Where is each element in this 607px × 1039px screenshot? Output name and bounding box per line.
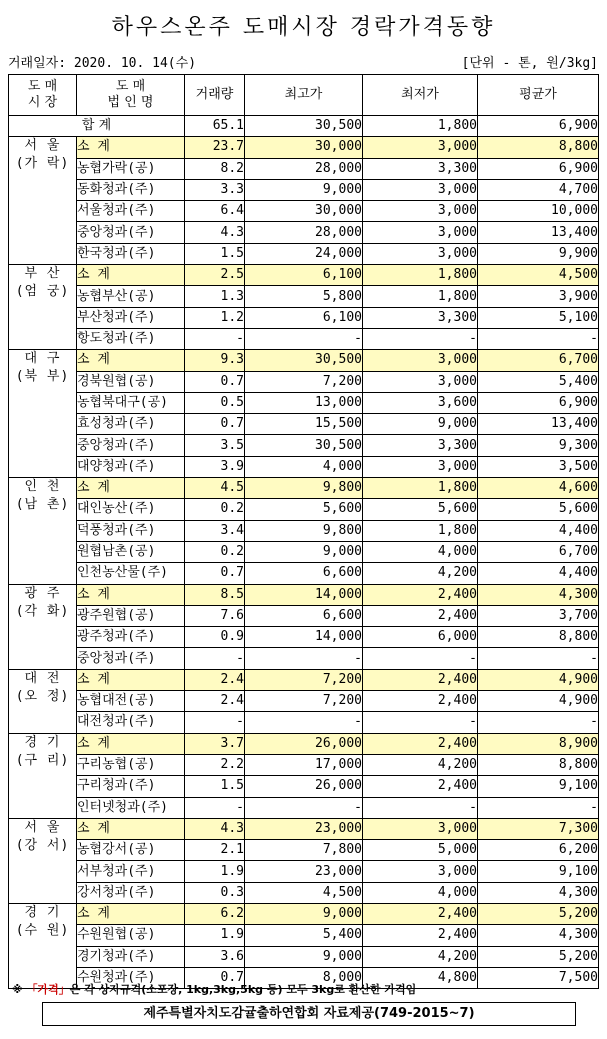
avg-price-cell: 7,500 — [478, 967, 599, 988]
corp-name-cell: 광주원협(공) — [77, 605, 185, 626]
avg-price-cell: 4,900 — [478, 669, 599, 690]
trade-date: 거래일자: 2020. 10. 14(수) — [8, 56, 197, 71]
min-price-cell: 2,400 — [363, 903, 478, 924]
avg-price-cell: 4,500 — [478, 265, 599, 286]
avg-price-cell: 3,700 — [478, 605, 599, 626]
max-price-cell: 4,000 — [245, 456, 363, 477]
min-price-cell: 3,300 — [363, 435, 478, 456]
corp-name-cell: 소 계 — [77, 818, 185, 839]
corp-name-cell: 소 계 — [77, 137, 185, 158]
corp-name-cell: 효성청과(주) — [77, 414, 185, 435]
max-price-cell: 8,000 — [245, 967, 363, 988]
volume-cell: 0.9 — [185, 627, 245, 648]
volume-cell: - — [185, 797, 245, 818]
table-row — [9, 414, 599, 435]
table-row — [9, 861, 599, 882]
max-price-cell: - — [245, 328, 363, 349]
subtotal-row — [9, 818, 599, 839]
table-row — [9, 201, 599, 222]
table-row — [9, 222, 599, 243]
min-price-cell: - — [363, 328, 478, 349]
avg-price-cell: 5,100 — [478, 307, 599, 328]
table-row — [9, 179, 599, 200]
volume-cell: - — [185, 328, 245, 349]
avg-price-cell: 7,300 — [478, 818, 599, 839]
page-title: 하우스온주 도매시장 경락가격동향 — [111, 15, 496, 40]
min-price-cell: 1,800 — [363, 265, 478, 286]
avg-price-cell: 5,600 — [478, 499, 599, 520]
table-row — [9, 499, 599, 520]
subtotal-row — [9, 265, 599, 286]
corp-name-cell: 중앙청과(주) — [77, 648, 185, 669]
min-price-cell: 5,600 — [363, 499, 478, 520]
volume-cell: 1.9 — [185, 925, 245, 946]
header-corp: 도 매 법 인 명 — [77, 75, 185, 116]
avg-price-cell: 5,200 — [478, 903, 599, 924]
min-price-cell: 3,000 — [363, 243, 478, 264]
table-row — [9, 328, 599, 349]
volume-cell: 0.2 — [185, 541, 245, 562]
min-price-cell: 1,800 — [363, 520, 478, 541]
table-row — [9, 243, 599, 264]
max-price-cell: 30,500 — [245, 350, 363, 371]
market-cell: 경 기 (구 리) — [9, 733, 77, 818]
avg-price-cell: 5,200 — [478, 946, 599, 967]
avg-price-cell: - — [478, 648, 599, 669]
min-price-cell: 3,000 — [363, 201, 478, 222]
max-price-cell: 5,600 — [245, 499, 363, 520]
min-price-cell: 4,800 — [363, 967, 478, 988]
total-volume: 65.1 — [185, 116, 245, 137]
max-price-cell: 4,500 — [245, 882, 363, 903]
corp-name-cell: 농협부산(공) — [77, 286, 185, 307]
min-price-cell: 1,800 — [363, 286, 478, 307]
max-price-cell: - — [245, 648, 363, 669]
table-row — [9, 158, 599, 179]
volume-cell: 8.5 — [185, 584, 245, 605]
avg-price-cell: 6,700 — [478, 350, 599, 371]
max-price-cell: 14,000 — [245, 627, 363, 648]
corp-name-cell: 원협남촌(공) — [77, 541, 185, 562]
avg-price-cell: 13,400 — [478, 222, 599, 243]
corp-name-cell: 소 계 — [77, 903, 185, 924]
corp-name-cell: 소 계 — [77, 478, 185, 499]
note-text: 은 각 상자규격(소포장, 1kg,3kg,5kg 등) 모두 3kg로 환산한 가격임 — [69, 983, 417, 996]
avg-price-cell: 4,600 — [478, 478, 599, 499]
max-price-cell: 7,200 — [245, 371, 363, 392]
max-price-cell: 9,000 — [245, 946, 363, 967]
table-row — [9, 925, 599, 946]
max-price-cell: 6,600 — [245, 563, 363, 584]
max-price-cell: 30,500 — [245, 435, 363, 456]
avg-price-cell: 4,700 — [478, 179, 599, 200]
market-cell: 대 구 (북 부) — [9, 350, 77, 478]
table-row — [9, 520, 599, 541]
note-quoted: 「가격」 — [26, 983, 70, 996]
corp-name-cell: 항도청과(주) — [77, 328, 185, 349]
table-row — [9, 648, 599, 669]
table-row — [9, 946, 599, 967]
corp-name-cell: 부산청과(주) — [77, 307, 185, 328]
corp-name-cell: 덕풍청과(주) — [77, 520, 185, 541]
volume-cell: 2.4 — [185, 691, 245, 712]
corp-name-cell: 서부청과(주) — [77, 861, 185, 882]
volume-cell: 0.2 — [185, 499, 245, 520]
avg-price-cell: 8,800 — [478, 627, 599, 648]
total-row — [9, 116, 599, 137]
volume-cell: 3.9 — [185, 456, 245, 477]
corp-name-cell: 한국청과(주) — [77, 243, 185, 264]
subtotal-row — [9, 137, 599, 158]
table-row — [9, 563, 599, 584]
corp-name-cell: 구리농협(공) — [77, 754, 185, 775]
table-row — [9, 456, 599, 477]
min-price-cell: 2,400 — [363, 605, 478, 626]
avg-price-cell: 3,500 — [478, 456, 599, 477]
volume-cell: 1.5 — [185, 776, 245, 797]
max-price-cell: 24,000 — [245, 243, 363, 264]
max-price-cell: 9,000 — [245, 903, 363, 924]
min-price-cell: 2,400 — [363, 925, 478, 946]
max-price-cell: 7,800 — [245, 840, 363, 861]
avg-price-cell: 10,000 — [478, 201, 599, 222]
table-row — [9, 435, 599, 456]
min-price-cell: 4,000 — [363, 882, 478, 903]
table-row — [9, 286, 599, 307]
avg-price-cell: 4,900 — [478, 691, 599, 712]
max-price-cell: 7,200 — [245, 669, 363, 690]
min-price-cell: 4,200 — [363, 754, 478, 775]
max-price-cell: 6,100 — [245, 307, 363, 328]
avg-price-cell: 4,400 — [478, 520, 599, 541]
header-min: 최저가 — [363, 75, 478, 116]
avg-price-cell: - — [478, 712, 599, 733]
volume-cell: 4.3 — [185, 222, 245, 243]
corp-name-cell: 대전청과(주) — [77, 712, 185, 733]
total-max: 30,500 — [245, 116, 363, 137]
volume-cell: 1.9 — [185, 861, 245, 882]
avg-price-cell: 9,100 — [478, 776, 599, 797]
source-box: 제주특별자치도감귤출하연합회 자료제공(749-2015~7) — [42, 1002, 576, 1026]
corp-name-cell: 중앙청과(주) — [77, 435, 185, 456]
avg-price-cell: 6,900 — [478, 158, 599, 179]
corp-name-cell: 소 계 — [77, 265, 185, 286]
table-row — [9, 840, 599, 861]
min-price-cell: 4,200 — [363, 563, 478, 584]
corp-name-cell: 수원청과(주) — [77, 967, 185, 988]
volume-cell: 2.5 — [185, 265, 245, 286]
corp-name-cell: 구리청과(주) — [77, 776, 185, 797]
corp-name-cell: 농협대전(공) — [77, 691, 185, 712]
avg-price-cell: 9,900 — [478, 243, 599, 264]
header-max: 최고가 — [245, 75, 363, 116]
max-price-cell: 6,600 — [245, 605, 363, 626]
max-price-cell: 23,000 — [245, 818, 363, 839]
subtotal-row — [9, 733, 599, 754]
avg-price-cell: 4,300 — [478, 584, 599, 605]
market-cell: 부 산 (엄 궁) — [9, 265, 77, 350]
table-row — [9, 797, 599, 818]
corp-name-cell: 농협가락(공) — [77, 158, 185, 179]
header-avg: 평균가 — [478, 75, 599, 116]
corp-name-cell: 경기청과(주) — [77, 946, 185, 967]
corp-name-cell: 수원원협(공) — [77, 925, 185, 946]
volume-cell: 6.2 — [185, 903, 245, 924]
min-price-cell: 9,000 — [363, 414, 478, 435]
corp-name-cell: 소 계 — [77, 350, 185, 371]
subtotal-row — [9, 478, 599, 499]
min-price-cell: 2,400 — [363, 691, 478, 712]
min-price-cell: 3,000 — [363, 456, 478, 477]
volume-cell: 2.2 — [185, 754, 245, 775]
volume-cell: 2.4 — [185, 669, 245, 690]
avg-price-cell: 13,400 — [478, 414, 599, 435]
corp-name-cell: 소 계 — [77, 733, 185, 754]
min-price-cell: 2,400 — [363, 669, 478, 690]
volume-cell: 0.7 — [185, 371, 245, 392]
market-cell: 경 기 (수 원) — [9, 903, 77, 988]
min-price-cell: 3,000 — [363, 137, 478, 158]
table-row — [9, 307, 599, 328]
max-price-cell: 28,000 — [245, 222, 363, 243]
volume-cell: 3.7 — [185, 733, 245, 754]
volume-cell: 7.6 — [185, 605, 245, 626]
avg-price-cell: 6,900 — [478, 392, 599, 413]
market-cell: 대 전 (오 정) — [9, 669, 77, 733]
avg-price-cell: 4,300 — [478, 882, 599, 903]
max-price-cell: 15,500 — [245, 414, 363, 435]
corp-name-cell: 인터넷청과(주) — [77, 797, 185, 818]
corp-name-cell: 소 계 — [77, 584, 185, 605]
volume-cell: - — [185, 712, 245, 733]
volume-cell: 8.2 — [185, 158, 245, 179]
volume-cell: 6.4 — [185, 201, 245, 222]
min-price-cell: 4,000 — [363, 541, 478, 562]
max-price-cell: 26,000 — [245, 776, 363, 797]
table-row — [9, 754, 599, 775]
volume-cell: 1.5 — [185, 243, 245, 264]
min-price-cell: 6,000 — [363, 627, 478, 648]
min-price-cell: 3,000 — [363, 861, 478, 882]
volume-cell: 0.7 — [185, 967, 245, 988]
min-price-cell: - — [363, 648, 478, 669]
avg-price-cell: - — [478, 328, 599, 349]
subtotal-row — [9, 669, 599, 690]
max-price-cell: - — [245, 712, 363, 733]
total-min: 1,800 — [363, 116, 478, 137]
avg-price-cell: 6,700 — [478, 541, 599, 562]
avg-price-cell: 5,400 — [478, 371, 599, 392]
table-row — [9, 712, 599, 733]
corp-name-cell: 강서청과(주) — [77, 882, 185, 903]
max-price-cell: 23,000 — [245, 861, 363, 882]
max-price-cell: 30,000 — [245, 201, 363, 222]
total-avg: 6,900 — [478, 116, 599, 137]
table-row — [9, 882, 599, 903]
corp-name-cell: 대인농산(주) — [77, 499, 185, 520]
subtotal-row — [9, 350, 599, 371]
avg-price-cell: 9,100 — [478, 861, 599, 882]
max-price-cell: 30,000 — [245, 137, 363, 158]
volume-cell: - — [185, 648, 245, 669]
header-market: 도 매 시 장 — [9, 75, 77, 116]
min-price-cell: - — [363, 797, 478, 818]
min-price-cell: - — [363, 712, 478, 733]
volume-cell: 0.5 — [185, 392, 245, 413]
table-body — [9, 116, 599, 989]
max-price-cell: 14,000 — [245, 584, 363, 605]
volume-cell: 4.5 — [185, 478, 245, 499]
subtotal-row — [9, 584, 599, 605]
corp-name-cell: 서울청과(주) — [77, 201, 185, 222]
min-price-cell: 3,300 — [363, 307, 478, 328]
corp-name-cell: 중앙청과(주) — [77, 222, 185, 243]
volume-cell: 1.3 — [185, 286, 245, 307]
max-price-cell: 9,800 — [245, 520, 363, 541]
avg-price-cell: 4,300 — [478, 925, 599, 946]
market-cell: 서 울 (가 락) — [9, 137, 77, 265]
volume-cell: 3.6 — [185, 946, 245, 967]
price-table — [8, 74, 599, 989]
table-row — [9, 541, 599, 562]
volume-cell: 4.3 — [185, 818, 245, 839]
volume-cell: 3.4 — [185, 520, 245, 541]
max-price-cell: 9,800 — [245, 478, 363, 499]
market-cell: 서 울 (강 서) — [9, 818, 77, 903]
min-price-cell: 3,000 — [363, 350, 478, 371]
max-price-cell: 17,000 — [245, 754, 363, 775]
max-price-cell: 13,000 — [245, 392, 363, 413]
header-volume: 거래량 — [185, 75, 245, 116]
corp-name-cell: 광주청과(주) — [77, 627, 185, 648]
avg-price-cell: 8,900 — [478, 733, 599, 754]
max-price-cell: 5,800 — [245, 286, 363, 307]
max-price-cell: - — [245, 797, 363, 818]
table-row — [9, 392, 599, 413]
price-note: ※ 「가격」은 각 상자규격(소포장, 1kg,3kg,5kg 등) 모두 3kg로 환산한 가격임 — [12, 983, 417, 996]
volume-cell: 3.3 — [185, 179, 245, 200]
min-price-cell: 3,300 — [363, 158, 478, 179]
min-price-cell: 2,400 — [363, 733, 478, 754]
min-price-cell: 1,800 — [363, 478, 478, 499]
min-price-cell: 3,000 — [363, 371, 478, 392]
corp-name-cell: 소 계 — [77, 669, 185, 690]
min-price-cell: 3,000 — [363, 179, 478, 200]
min-price-cell: 4,200 — [363, 946, 478, 967]
table-row — [9, 691, 599, 712]
avg-price-cell: 4,400 — [478, 563, 599, 584]
volume-cell: 0.7 — [185, 563, 245, 584]
info-line — [8, 52, 598, 72]
min-price-cell: 5,000 — [363, 840, 478, 861]
max-price-cell: 7,200 — [245, 691, 363, 712]
avg-price-cell: - — [478, 797, 599, 818]
corp-name-cell: 농협강서(공) — [77, 840, 185, 861]
unit-label: [단위 - 톤, 원/3kg] — [461, 56, 598, 71]
min-price-cell: 2,400 — [363, 776, 478, 797]
min-price-cell: 3,600 — [363, 392, 478, 413]
corp-name-cell: 인천농산물(주) — [77, 563, 185, 584]
table-row — [9, 371, 599, 392]
max-price-cell: 6,100 — [245, 265, 363, 286]
corp-name-cell: 대양청과(주) — [77, 456, 185, 477]
avg-price-cell: 9,300 — [478, 435, 599, 456]
max-price-cell: 5,400 — [245, 925, 363, 946]
subtotal-row — [9, 903, 599, 924]
avg-price-cell: 3,900 — [478, 286, 599, 307]
market-cell: 인 천 (남 촌) — [9, 478, 77, 584]
volume-cell: 0.3 — [185, 882, 245, 903]
min-price-cell: 3,000 — [363, 818, 478, 839]
volume-cell: 3.5 — [185, 435, 245, 456]
market-cell: 광 주 (각 화) — [9, 584, 77, 669]
max-price-cell: 28,000 — [245, 158, 363, 179]
volume-cell: 23.7 — [185, 137, 245, 158]
min-price-cell: 3,000 — [363, 222, 478, 243]
max-price-cell: 26,000 — [245, 733, 363, 754]
total-label: 합 계 — [9, 116, 185, 137]
volume-cell: 0.7 — [185, 414, 245, 435]
table-row — [9, 776, 599, 797]
corp-name-cell: 동화청과(주) — [77, 179, 185, 200]
avg-price-cell: 6,200 — [478, 840, 599, 861]
avg-price-cell: 8,800 — [478, 137, 599, 158]
table-row — [9, 627, 599, 648]
corp-name-cell: 경북원협(공) — [77, 371, 185, 392]
table-row — [9, 605, 599, 626]
max-price-cell: 9,000 — [245, 541, 363, 562]
max-price-cell: 9,000 — [245, 179, 363, 200]
min-price-cell: 2,400 — [363, 584, 478, 605]
corp-name-cell: 농협북대구(공) — [77, 392, 185, 413]
volume-cell: 2.1 — [185, 840, 245, 861]
volume-cell: 1.2 — [185, 307, 245, 328]
volume-cell: 9.3 — [185, 350, 245, 371]
avg-price-cell: 8,800 — [478, 754, 599, 775]
